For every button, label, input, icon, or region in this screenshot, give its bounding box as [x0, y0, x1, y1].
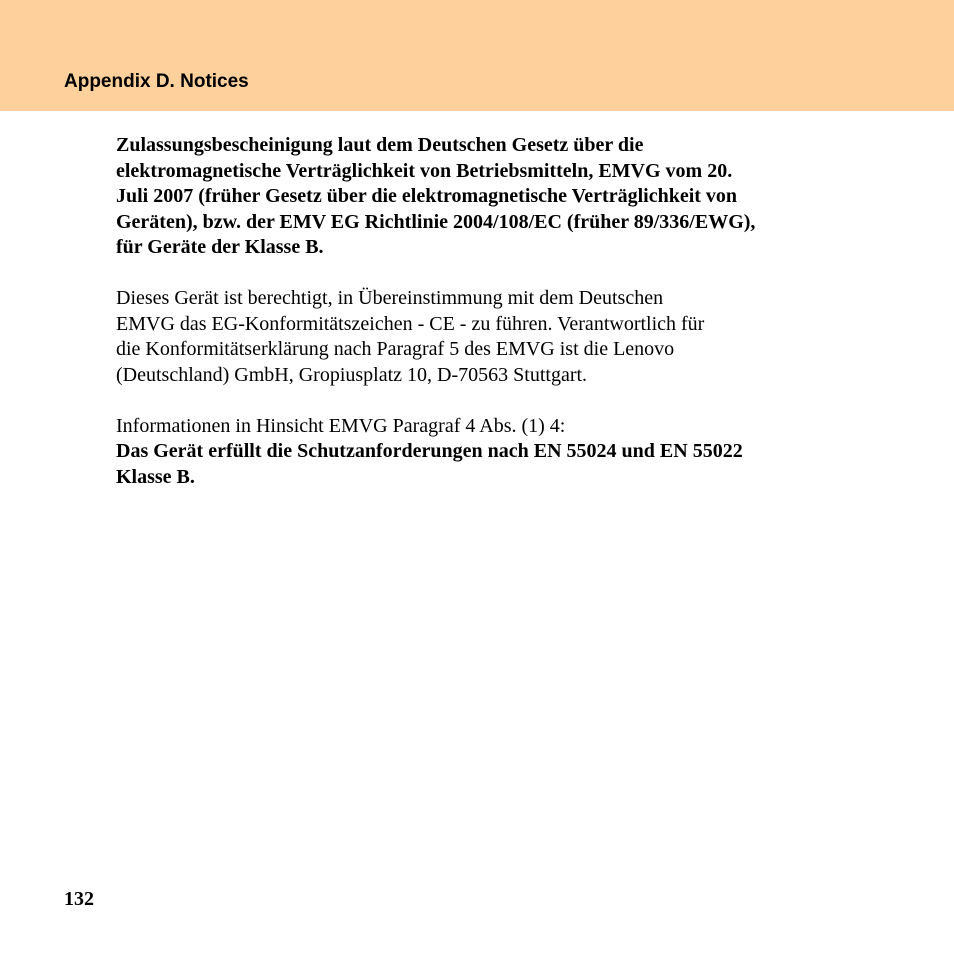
text-line: Zulassungsbescheinigung laut dem Deutschen Gesetz über die	[116, 134, 644, 156]
paragraph-gap	[116, 261, 916, 287]
text-line: EMVG das EG-Konformitätszeichen - CE - zu führen. Verantwortlich für	[116, 312, 705, 335]
text-line: elektromagnetische Verträglichkeit von Betriebsmitteln, EMVG vom 20.	[116, 159, 733, 182]
text-line: für Geräte der Klasse B.	[116, 236, 324, 258]
text-line: die Konformitätserklärung nach Paragraf 5 des EMVG ist die Lenovo	[116, 338, 675, 360]
page-header-title: Appendix D. Notices	[64, 71, 249, 92]
approval-statement	[116, 133, 916, 261]
conformity-paragraph	[116, 286, 916, 388]
page-number: 132	[64, 888, 94, 910]
text-line: Das Gerät erfüllt die Schutzanforderungen nach EN 55024 und EN 55022	[116, 440, 743, 462]
text-line: (Deutschland) GmbH, Gropiusplatz 10, D-70563 Stuttgart.	[116, 363, 588, 386]
paragraph-gap	[116, 388, 916, 414]
text-line: Klasse B.	[116, 465, 195, 488]
header-band	[0, 0, 954, 111]
notice-content	[116, 133, 916, 490]
text-line: Dieses Gerät ist berechtigt, in Übereinstimmung mit dem Deutschen	[116, 287, 664, 309]
text-line: Juli 2007 (früher Gesetz über die elektromagnetische Verträglichkeit von	[116, 185, 738, 207]
text-line: Informationen in Hinsicht EMVG Paragraf 4 Abs. (1) 4:	[116, 414, 566, 437]
text-line: Geräten), bzw. der EMV EG Richtlinie 2004/108/EC (früher 89/336/EWG),	[116, 210, 756, 233]
emvg-information-paragraph	[116, 414, 916, 491]
